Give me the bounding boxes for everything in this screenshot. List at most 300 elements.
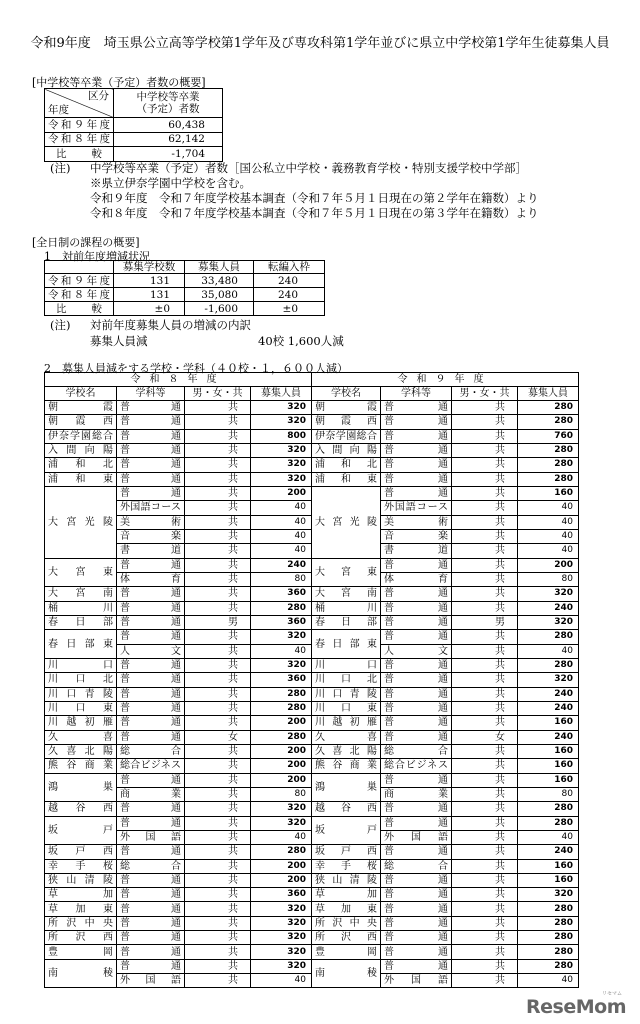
sex-cell: 共: [452, 443, 518, 457]
subject-cell: 普通: [381, 673, 452, 687]
table-row: [45, 630, 579, 644]
subject-cell: 普通: [117, 916, 185, 930]
transfer-cell: ±0: [254, 302, 325, 316]
enrollment-cell: 320: [251, 816, 312, 830]
enrollment-cell: 40: [518, 544, 579, 558]
subject-cell: 普通: [117, 687, 185, 701]
sex-cell: 共: [452, 687, 518, 701]
subject-cell: 普通: [117, 816, 185, 830]
school-name-cell: 川越初雁: [312, 716, 381, 730]
capacity-header: 募集人員: [185, 261, 254, 274]
yoy-table: [44, 260, 325, 316]
enrollment-cell: 280: [518, 959, 579, 973]
subject-cell: 普通: [381, 773, 452, 787]
sex-cell: 共: [452, 458, 518, 472]
subject-cell: 普通: [117, 658, 185, 672]
enrollment-cell: 280: [518, 415, 579, 429]
school-name-cell: 春日部東: [45, 630, 117, 659]
sex-cell: 男: [185, 615, 251, 629]
sex-cell: 共: [452, 572, 518, 586]
school-name-cell: 坂戸西: [312, 845, 381, 859]
table-row: [45, 472, 579, 486]
school-name-cell: 所沢中央: [312, 916, 381, 930]
table-row: [45, 302, 325, 316]
reduction-heading: 2 募集人員減をする学校・学科（４０校・１，６００人減）: [44, 362, 348, 375]
table-row: [45, 274, 325, 288]
reduction-table-body: [45, 401, 579, 988]
school-name-cell: 川口北: [45, 673, 117, 687]
school-name-cell: 久喜: [45, 730, 117, 744]
subject-cell: 普通: [117, 959, 185, 973]
subject-cell: 総合: [117, 859, 185, 873]
sex-cell: 共: [185, 759, 251, 773]
subject-cell: 普通: [117, 701, 185, 715]
sex-cell: 共: [185, 830, 251, 844]
table-row: [45, 902, 579, 916]
enrollment-cell: 240: [518, 730, 579, 744]
school-name-header: 学校名: [45, 387, 117, 401]
year-header-r9: 令和９年度: [312, 373, 579, 387]
year-header-r8: 令和８年度: [45, 373, 312, 387]
school-name-cell: 川越初雁: [45, 716, 117, 730]
enrollment-cell: 40: [518, 644, 579, 658]
enrollment-cell: 360: [251, 888, 312, 902]
enrollment-cell: 280: [518, 902, 579, 916]
sex-cell: 共: [452, 601, 518, 615]
logo-kana: リセマム: [602, 991, 622, 997]
school-name-cell: 坂戸: [45, 816, 117, 845]
year-cell: 令和９年度: [45, 118, 114, 133]
enrollment-cell: 320: [251, 415, 312, 429]
subject-cell: 普通: [381, 486, 452, 500]
enrollment-cell: 160: [518, 716, 579, 730]
sex-cell: 共: [185, 401, 251, 415]
subject-cell: 普通: [117, 888, 185, 902]
subject-cell: 人文: [381, 644, 452, 658]
table-row: [45, 744, 579, 758]
subject-cell: 普通: [381, 701, 452, 715]
table-row: [45, 401, 579, 415]
enrollment-cell: 80: [518, 787, 579, 801]
sex-cell: 共: [452, 902, 518, 916]
school-name-cell: 熊谷商業: [45, 759, 117, 773]
enrollment-cell: 80: [251, 572, 312, 586]
enrollment-cell: 200: [251, 759, 312, 773]
school-name-cell: 豊岡: [312, 945, 381, 959]
school-name-cell: 伊奈学園総合: [312, 429, 381, 443]
subject-cell: 普通: [381, 716, 452, 730]
subject-cell: 普通: [381, 658, 452, 672]
capacity-cell: -1,600: [185, 302, 254, 316]
school-name-cell: 桶川: [45, 601, 117, 615]
sex-cell: 共: [185, 816, 251, 830]
subject-cell: 商業: [117, 787, 185, 801]
sex-cell: 共: [452, 472, 518, 486]
school-name-cell: 幸手桜: [45, 859, 117, 873]
school-name-cell: 大宮東: [45, 558, 117, 587]
subject-cell: 普通: [117, 673, 185, 687]
table-row: [45, 759, 579, 773]
school-name-cell: 越谷西: [45, 802, 117, 816]
enrollment-cell: 200: [518, 558, 579, 572]
subject-cell: 音楽: [381, 529, 452, 543]
school-name-cell: 川口青陵: [312, 687, 381, 701]
subject-cell: 普通: [117, 802, 185, 816]
sex-cell: 共: [185, 429, 251, 443]
subject-cell: 普通: [381, 615, 452, 629]
subject-cell: 普通: [381, 601, 452, 615]
sex-cell: 共: [452, 630, 518, 644]
sex-cell: 共: [452, 816, 518, 830]
table-row: [45, 873, 579, 887]
logo-text: ReseMom: [526, 996, 626, 1018]
subject-cell: 普通: [117, 472, 185, 486]
subject-cell: 普通: [117, 902, 185, 916]
subject-cell: 普通: [117, 587, 185, 601]
subject-header: 学科等: [117, 387, 185, 401]
subject-cell: 普通: [381, 816, 452, 830]
sex-cell: 共: [452, 773, 518, 787]
subject-cell: 商業: [381, 787, 452, 801]
enrollment-cell: 280: [518, 931, 579, 945]
school-name-cell: 大宮南: [45, 587, 117, 601]
sex-cell: 共: [185, 845, 251, 859]
school-name-cell: 所沢西: [312, 931, 381, 945]
school-name-cell: 熊谷商業: [312, 759, 381, 773]
sex-cell: 共: [185, 773, 251, 787]
school-name-cell: 入間向陽: [45, 443, 117, 457]
sex-cell: 共: [452, 716, 518, 730]
enrollment-cell: 320: [251, 458, 312, 472]
reduction-table: [44, 372, 579, 988]
subject-cell: 普通: [117, 931, 185, 945]
sex-cell: 共: [185, 529, 251, 543]
enrollment-cell: 160: [518, 873, 579, 887]
enrollment-cell: 280: [251, 701, 312, 715]
graduates-table: [44, 88, 223, 162]
graduates-count-header-line1: 中学校等卒業: [136, 91, 200, 103]
sex-cell: 共: [452, 945, 518, 959]
school-name-cell: 狭山清陵: [45, 873, 117, 887]
enrollment-cell: 40: [251, 529, 312, 543]
subject-cell: 普通: [381, 401, 452, 415]
sex-cell: 共: [185, 601, 251, 615]
subject-cell: 普通: [381, 429, 452, 443]
note-line: 令和９年度 令和７年度学校基本調査（令和７年５月１日現在の第２学年在籍数）より: [90, 191, 539, 205]
school-name-cell: 豊岡: [45, 945, 117, 959]
sex-cell: 共: [452, 544, 518, 558]
category-label: 区分: [88, 90, 109, 102]
table-row: [45, 415, 579, 429]
enrollment-cell: 280: [518, 816, 579, 830]
enrollment-cell: 240: [518, 701, 579, 715]
table-row: [45, 429, 579, 443]
school-name-cell: 草加東: [45, 902, 117, 916]
sex-cell: 共: [185, 945, 251, 959]
year-cell: 令和９年度: [45, 274, 114, 288]
sex-cell: 共: [185, 558, 251, 572]
subject-cell: 普通: [117, 458, 185, 472]
subject-cell: 普通: [381, 472, 452, 486]
school-name-cell: 朝霞西: [312, 415, 381, 429]
enrollment-cell: 240: [518, 687, 579, 701]
enrollment-cell: 40: [518, 974, 579, 988]
sex-cell: 共: [452, 673, 518, 687]
enrollment-cell: 200: [251, 486, 312, 500]
sex-cell: 共: [452, 974, 518, 988]
enrollment-cell: 280: [518, 916, 579, 930]
enrollment-cell: 240: [518, 601, 579, 615]
table-row: [45, 673, 579, 687]
subject-cell: 外国語: [117, 830, 185, 844]
sex-cell: 共: [185, 587, 251, 601]
sex-cell: 共: [452, 845, 518, 859]
sex-cell: 共: [185, 959, 251, 973]
yoy-subheading: 1 対前年度増減状況: [44, 250, 150, 263]
enrollment-cell: 360: [251, 615, 312, 629]
sex-cell: 共: [452, 701, 518, 715]
enrollment-cell: 160: [518, 486, 579, 500]
subject-cell: 普通: [117, 945, 185, 959]
sex-cell: 共: [452, 916, 518, 930]
sex-cell: 共: [452, 501, 518, 515]
enrollment-cell: 160: [518, 859, 579, 873]
enrollment-cell: 80: [251, 787, 312, 801]
sex-cell: 共: [185, 744, 251, 758]
school-name-cell: 春日部東: [312, 630, 381, 659]
sex-cell: 共: [452, 587, 518, 601]
enrollment-cell: 40: [518, 830, 579, 844]
school-name-cell: 入間向陽: [312, 443, 381, 457]
sex-cell: 共: [185, 902, 251, 916]
subject-cell: 普通: [117, 730, 185, 744]
page-title: 令和9年度 埼玉県公立高等学校第1学年及び専攻科第1学年並びに県立中学校第1学年生徒募集人員: [30, 36, 610, 51]
subject-cell: 普通: [381, 802, 452, 816]
subject-cell: 普通: [381, 443, 452, 457]
sex-cell: 共: [452, 959, 518, 973]
sex-cell: 共: [185, 472, 251, 486]
sex-cell: 共: [185, 701, 251, 715]
school-name-cell: 大宮南: [312, 587, 381, 601]
subject-cell: 普通: [117, 443, 185, 457]
enrollment-cell: 40: [251, 501, 312, 515]
enrollment-cell: 320: [251, 902, 312, 916]
sex-cell: 共: [185, 486, 251, 500]
comparison-label-cell: 比較: [45, 147, 114, 162]
enrollment-cell: 280: [251, 730, 312, 744]
sex-cell: 共: [452, 429, 518, 443]
sex-cell: 共: [185, 859, 251, 873]
subject-cell: 体育: [117, 572, 185, 586]
enrollment-cell: 320: [518, 587, 579, 601]
table-row: [45, 587, 579, 601]
school-name-cell: 大宮光陵: [45, 486, 117, 558]
year-cell: 令和８年度: [45, 288, 114, 302]
school-name-cell: 草加: [312, 888, 381, 902]
subject-cell: 総合: [381, 859, 452, 873]
subject-cell: 普通: [381, 458, 452, 472]
enrollment-cell: 280: [251, 687, 312, 701]
table-row: [45, 773, 579, 787]
subject-cell: 総合: [117, 744, 185, 758]
subject-cell: 普通: [381, 916, 452, 930]
school-name-cell: 川口東: [45, 701, 117, 715]
subject-cell: 普通: [381, 902, 452, 916]
note-mark: (注): [50, 161, 71, 175]
sex-cell: 共: [185, 443, 251, 457]
table-row: [45, 486, 579, 500]
enrollment-cell: 320: [518, 615, 579, 629]
sex-cell: 共: [452, 515, 518, 529]
enrollment-cell: 320: [251, 658, 312, 672]
capacity-cell: 35,080: [185, 288, 254, 302]
year-cell: 令和８年度: [45, 132, 114, 147]
subject-cell: 普通: [117, 558, 185, 572]
school-name-cell: 川口青陵: [45, 687, 117, 701]
sex-cell: 共: [185, 687, 251, 701]
sex-cell: 共: [452, 658, 518, 672]
enrollment-cell: 200: [251, 859, 312, 873]
table-row: [45, 132, 223, 147]
enrollment-cell: 280: [518, 802, 579, 816]
school-name-cell: 桶川: [312, 601, 381, 615]
school-name-cell: 久喜北陽: [45, 744, 117, 758]
subject-cell: 総合: [381, 744, 452, 758]
table-row: [45, 118, 223, 133]
school-name-cell: 川口: [45, 658, 117, 672]
table-row: [45, 888, 579, 902]
school-name-cell: 所沢西: [45, 931, 117, 945]
subject-cell: 人文: [117, 644, 185, 658]
subject-cell: 普通: [381, 931, 452, 945]
subject-cell: 普通: [381, 630, 452, 644]
subject-cell: 普通: [381, 959, 452, 973]
subject-cell: 普通: [381, 415, 452, 429]
table-row: [45, 730, 579, 744]
sex-cell: 共: [185, 630, 251, 644]
graduates-heading: [中学校等卒業（予定）者数の概要]: [32, 76, 206, 89]
sex-cell: 共: [185, 916, 251, 930]
table-row: [45, 945, 579, 959]
sex-cell: 共: [185, 515, 251, 529]
enrollment-cell: 320: [251, 959, 312, 973]
sex-cell: 共: [185, 544, 251, 558]
enrollment-cell: 280: [518, 472, 579, 486]
school-name-cell: 春日部: [312, 615, 381, 629]
year-header-row: [45, 373, 579, 387]
table-row: [45, 816, 579, 830]
enrollment-cell: 280: [518, 658, 579, 672]
enrollment-cell: 240: [518, 845, 579, 859]
school-name-header: 学校名: [312, 387, 381, 401]
sex-cell: 共: [185, 787, 251, 801]
school-name-cell: 浦和北: [312, 458, 381, 472]
graduates-count-cell: 60,438: [114, 118, 223, 133]
subject-cell: 外国語コース: [381, 501, 452, 515]
table-row: [45, 687, 579, 701]
table-row: [45, 859, 579, 873]
subject-cell: 普通: [381, 873, 452, 887]
school-name-cell: 朝霞: [45, 401, 117, 415]
subject-cell: 普通: [117, 845, 185, 859]
sex-cell: 共: [452, 644, 518, 658]
table-row: [45, 558, 579, 572]
sex-cell: 共: [452, 744, 518, 758]
note-line: 対前年度募集人員の増減の内訳: [90, 318, 251, 332]
enrollment-cell: 320: [251, 472, 312, 486]
note-line: 中学校等卒業（予定）者数［国公私立中学校・義務教育学校・特別支援学校中学部］: [90, 161, 527, 175]
sex-cell: 共: [185, 415, 251, 429]
table-row: [45, 916, 579, 930]
school-count-header: 募集学校数: [114, 261, 185, 274]
transfer-cell: 240: [254, 288, 325, 302]
school-name-cell: 鴻巣: [45, 773, 117, 802]
breakdown-label: 募集人員減: [90, 334, 148, 348]
enrollment-cell: 800: [251, 429, 312, 443]
school-name-cell: 浦和北: [45, 458, 117, 472]
subject-cell: 普通: [117, 716, 185, 730]
enrollment-cell: 40: [518, 529, 579, 543]
enrollment-cell: 240: [251, 558, 312, 572]
sex-cell: 共: [452, 859, 518, 873]
sex-cell: 共: [452, 931, 518, 945]
note-mark: (注): [50, 318, 71, 332]
school-name-cell: 浦和東: [45, 472, 117, 486]
table-row: [45, 288, 325, 302]
subject-cell: 美術: [381, 515, 452, 529]
table-row: [45, 147, 223, 162]
subject-cell: 普通: [381, 587, 452, 601]
enrollment-cell: 320: [518, 888, 579, 902]
subject-header: 学科等: [381, 387, 452, 401]
capacity-header: 募集人員: [251, 387, 312, 401]
graduates-count-cell: 62,142: [114, 132, 223, 147]
sex-cell: 共: [452, 802, 518, 816]
table-row: [45, 802, 579, 816]
school-name-cell: 川口: [312, 658, 381, 672]
sex-cell: 共: [185, 888, 251, 902]
table-row: [45, 615, 579, 629]
enrollment-cell: 200: [251, 873, 312, 887]
school-name-cell: 草加: [45, 888, 117, 902]
subject-cell: 外国語: [117, 974, 185, 988]
subject-cell: 総合ビジネス: [381, 759, 452, 773]
graduates-count-header: [114, 89, 223, 118]
sex-cell: 女: [452, 730, 518, 744]
subject-cell: 総合ビジネス: [117, 759, 185, 773]
enrollment-cell: 40: [251, 974, 312, 988]
graduates-count-header-line2: （予定）者数: [136, 103, 200, 115]
graduates-diff-cell: -1,704: [114, 147, 223, 162]
school-name-cell: 所沢中央: [45, 916, 117, 930]
sex-cell: 共: [185, 501, 251, 515]
school-name-cell: 南稜: [45, 959, 117, 988]
enrollment-cell: 160: [518, 744, 579, 758]
enrollment-cell: 40: [251, 830, 312, 844]
subject-cell: 普通: [117, 486, 185, 500]
sex-cell: 共: [452, 401, 518, 415]
enrollment-cell: 320: [251, 945, 312, 959]
enrollment-cell: 320: [251, 802, 312, 816]
sex-cell: 共: [185, 673, 251, 687]
table-row: [45, 716, 579, 730]
enrollment-cell: 280: [251, 601, 312, 615]
note-line: ※県立伊奈学園中学校を含む。: [90, 176, 251, 190]
table-row: [45, 931, 579, 945]
sex-cell: 共: [185, 974, 251, 988]
sex-cell: 共: [452, 558, 518, 572]
enrollment-cell: 760: [518, 429, 579, 443]
